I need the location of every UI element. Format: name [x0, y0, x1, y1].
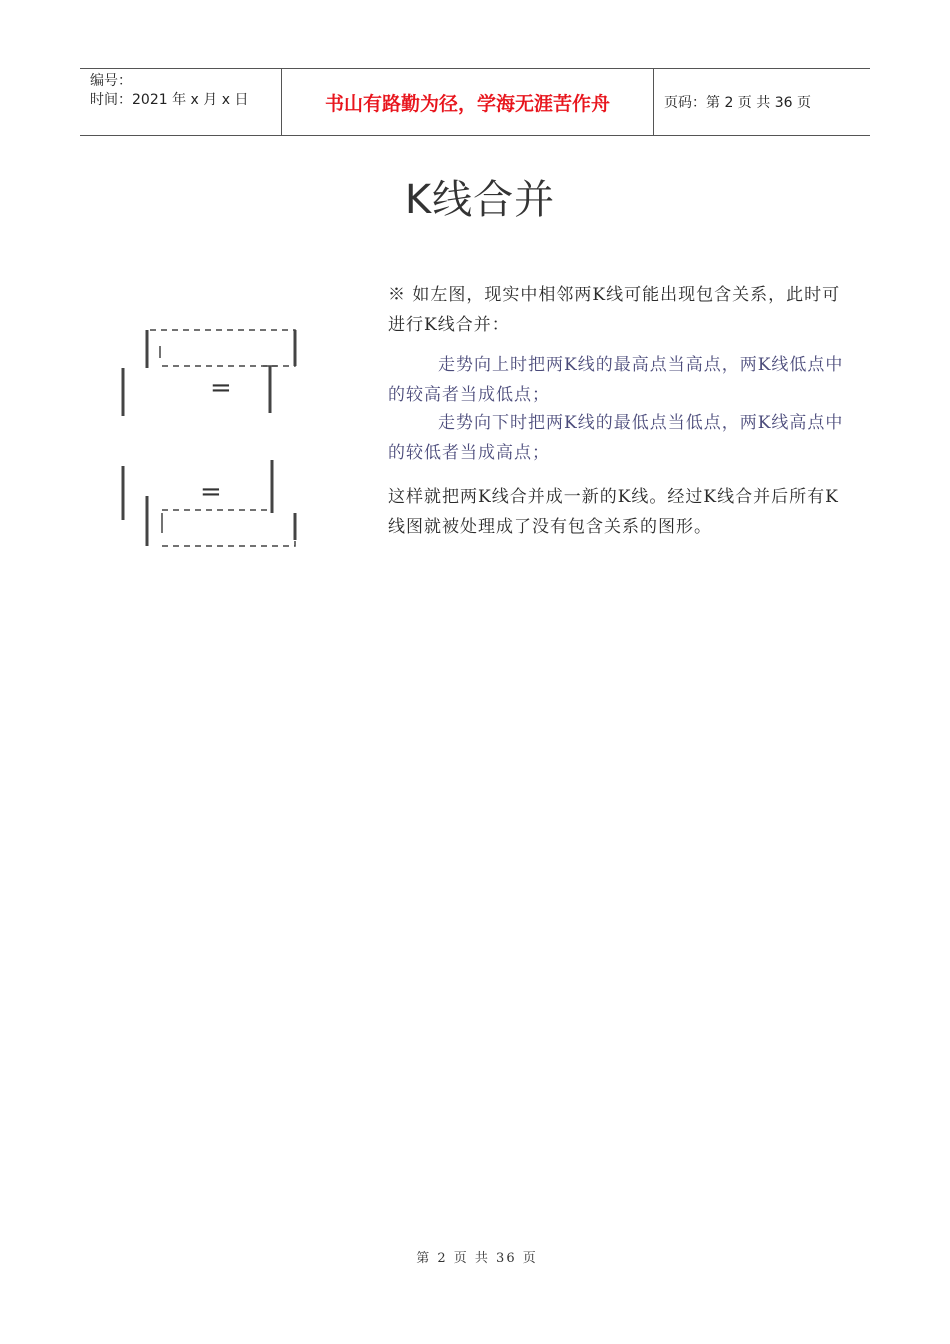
header-motto: 书山有路勤为径，学海无涯苦作舟 — [282, 69, 654, 135]
uptrend-rule: 走势向上时把两K线的最高点当高点，两K线低点中的较高者当成低点； — [388, 355, 844, 405]
upward-merge-figure — [123, 330, 295, 416]
time-label: 时间：2021 年 x 月 x 日 — [90, 92, 249, 108]
merged-box-2 — [162, 510, 295, 546]
equals-sign-top: = — [210, 373, 232, 403]
header-page-info: 页码：第 2 页 共 36 页 — [664, 95, 811, 111]
page-title: K线合并 — [404, 177, 556, 223]
page-header — [80, 68, 870, 136]
number-label: 编号： — [90, 73, 132, 89]
equals-sign-bottom: = — [200, 477, 222, 507]
conclusion-paragraph: 这样就把两K线合并成一新的K线。经过K线合并后所有K线图就被处理成了没有包含关系的图形。 — [388, 487, 839, 537]
header-meta — [80, 69, 282, 135]
kline-merge-diagram — [110, 318, 320, 568]
downtrend-rule: 走势向下时把两K线的最低点当低点，两K线高点中的较低者当成高点； — [388, 413, 844, 463]
intro-paragraph: ※ 如左图，现实中相邻两K线可能出现包含关系，此时可进行K线合并： — [388, 285, 841, 335]
page-footer: 第 2 页 共 36 页 — [416, 1251, 538, 1266]
merged-box-top — [150, 330, 295, 366]
